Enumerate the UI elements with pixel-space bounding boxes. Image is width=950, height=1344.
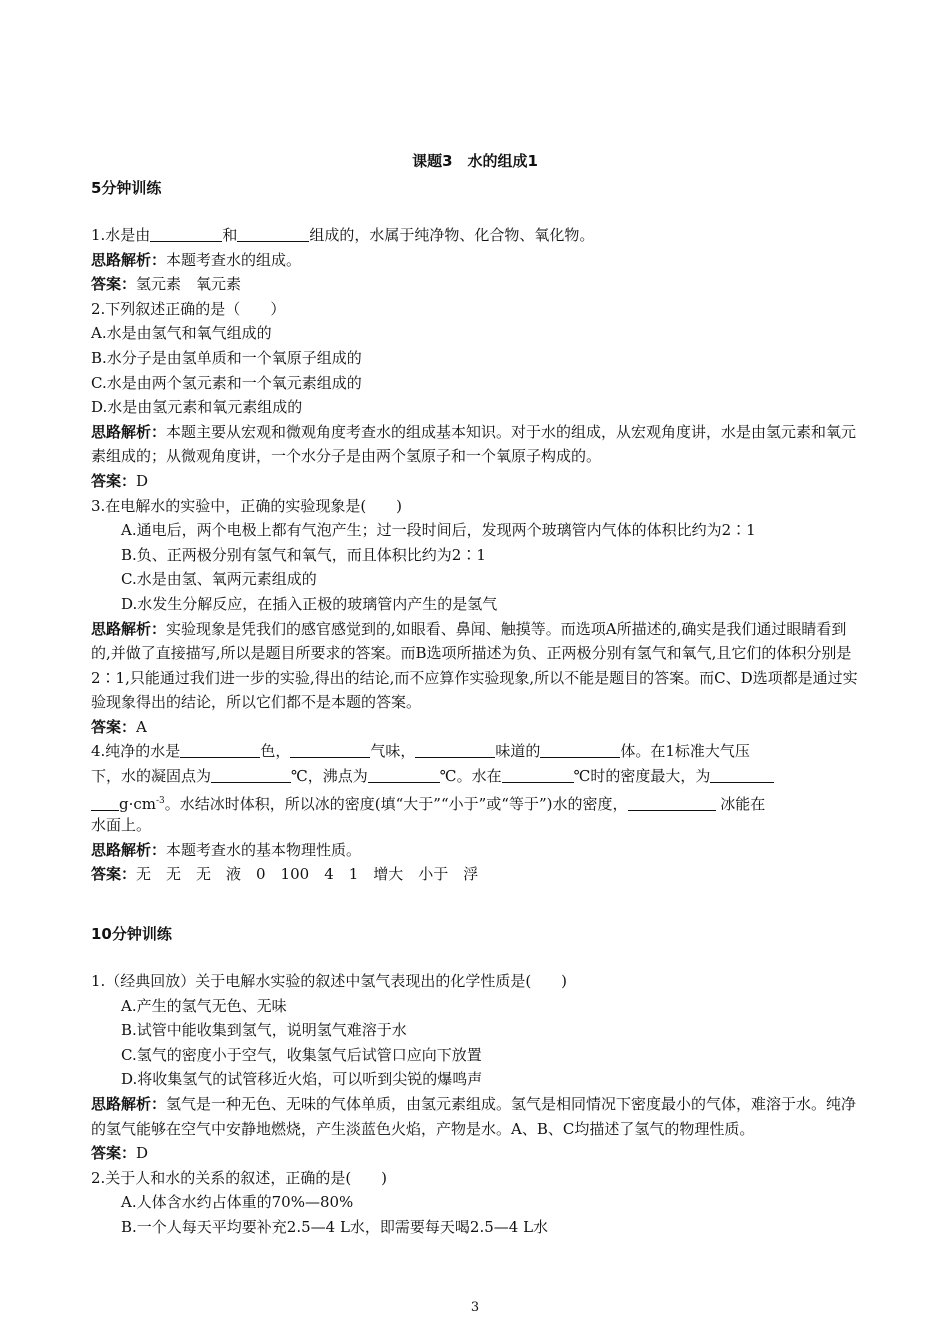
q4-blank-6 xyxy=(368,767,440,783)
q2-option-d: D.水是由氢元素和氧元素组成的 xyxy=(91,398,303,417)
q2-analysis: 思路解析：本题主要从宏观和微观角度考查水的组成基本知识。对于水的组成，从宏观角度讲，水是由氢元素和氧元素组成的；从微观角度讲，一个水分子是由两个氢原子和一个氧原子构成的。 xyxy=(91,422,857,466)
page-number: 3 xyxy=(470,1300,480,1315)
q2-option-b: B.水分子是由氢单质和一个氧原子组成的 xyxy=(91,348,362,367)
q4-blank-7 xyxy=(502,767,574,783)
q5-option-c: C.氢气的密度小于空气，收集氢气后试管口应向下放置 xyxy=(121,1045,482,1064)
q2-answer: 答案：D xyxy=(91,471,149,490)
q1-stem: 1.水是由 和 组成的，水属于纯净物、化合物、氧化物。 xyxy=(91,226,595,244)
q4-answer: 答案：无 无 无 液 0 100 4 1 增大 小于 浮 xyxy=(91,865,479,884)
q2-option-c: C.水是由两个氢元素和一个氧元素组成的 xyxy=(91,373,362,392)
q3-option-a: A.通电后，两个电极上都有气泡产生；过一段时间后，发现两个玻璃管内气体的体积比约为2∶1 xyxy=(121,521,756,540)
q1-blank-1 xyxy=(150,226,222,242)
q5-analysis: 思路解析：氢气是一种无色、无味的气体单质，由氢元素组成。氢气是相同情况下密度最小的气体，难溶于水。纯净的氢气能够在空气中安静地燃烧，产生淡蓝色火焰，产物是水。A、B、C均描述了氢气的物理性质。 xyxy=(91,1094,857,1138)
q4-blank-9 xyxy=(628,795,716,811)
q3-option-d: D.水发生分解反应，在插入正极的玻璃管内产生的是氢气 xyxy=(121,594,498,613)
q1-analysis: 思路解析：本题考查水的组成。 xyxy=(91,250,302,269)
q4-blank-5 xyxy=(211,767,291,783)
q2-option-a: A.水是由氢气和氧气组成的 xyxy=(91,324,272,343)
q6-stem: 2.关于人和水的关系的叙述，正确的是( ) xyxy=(91,1168,388,1187)
q6-option-b: B.一个人每天平均要补充2.5—4 L水，即需要每天喝2.5—4 L水 xyxy=(121,1217,549,1236)
q4-line-2: 下，水的凝固点为 ℃，沸点为 ℃。水在 ℃时的密度最大，为 xyxy=(91,764,863,789)
q4-blank-4 xyxy=(540,742,620,758)
q3-option-c: C.水是由氢、氧两元素组成的 xyxy=(121,570,317,589)
q4-line-3: $g\cdot cm^{-3}$。水结冰时体积，所以冰的密度(填“大于”“小于”或“等于”)水的密度， 冰能在 xyxy=(91,789,863,814)
page-title: 课题3 水的组成1 xyxy=(412,152,538,170)
q1-blank-2 xyxy=(237,226,309,242)
q1-answer: 答案：氢元素 氧元素 xyxy=(91,275,242,294)
q6-option-a: A.人体含水约占体重的70%—80% xyxy=(121,1193,354,1212)
q4-blank-3 xyxy=(415,742,495,758)
q5-answer: 答案：D xyxy=(91,1144,149,1163)
q3-answer: 答案：A xyxy=(91,717,147,736)
q4-line-4: 水面上。 xyxy=(91,816,152,835)
q4-analysis: 思路解析：本题考查水的基本物理性质。 xyxy=(91,840,362,859)
q4-line-1: 4.纯净的水是 色， 气味， 味道的 体。在1标准大气压 xyxy=(91,742,750,761)
section-5min-body xyxy=(91,223,863,887)
q4-blank-8-cont xyxy=(91,795,119,811)
q4-blank-2 xyxy=(290,742,370,758)
q3-option-b: B.负、正两极分别有氢气和氧气，而且体积比约为2∶1 xyxy=(121,545,486,564)
q4-blank-8 xyxy=(710,767,774,783)
q4-blank-1 xyxy=(180,742,260,758)
q3-analysis: 思路解析：实验现象是凭我们的感官感觉到的,如眼看、鼻闻、触摸等。而选项A所描述的,确实是我们通过眼睛看到的,并做了直接描写,所以是题目所要求的答案。而B选项所描述为负、正两极分别有氢气和氧气,且它们的体积分别是2∶1,只能通过我们进一步的实验,得出的结论,而不应算作实验现象,所以不能是题目的答案。而C、D选项都是通过实验现象得出的结论，所以它们都不是本题的答案。 xyxy=(91,619,858,712)
section-heading-5min: 5分钟训练 xyxy=(91,179,162,197)
q5-option-d: D.将收集氢气的试管移近火焰，可以听到尖锐的爆鸣声 xyxy=(121,1070,483,1089)
q5-option-b: B.试管中能收集到氢气，说明氢气难溶于水 xyxy=(121,1021,407,1040)
q2-stem: 2.下列叙述正确的是（ ） xyxy=(91,299,286,318)
q5-option-a: A.产生的氢气无色、无味 xyxy=(121,996,287,1015)
section-heading-10min: 10分钟训练 xyxy=(91,925,172,943)
q5-stem: 1.（经典回放）关于电解水实验的叙述中氢气表现出的化学性质是( ) xyxy=(91,972,568,990)
section-10min-body xyxy=(91,969,863,1240)
q3-stem: 3.在电解水的实验中，正确的实验现象是( ) xyxy=(91,496,403,515)
